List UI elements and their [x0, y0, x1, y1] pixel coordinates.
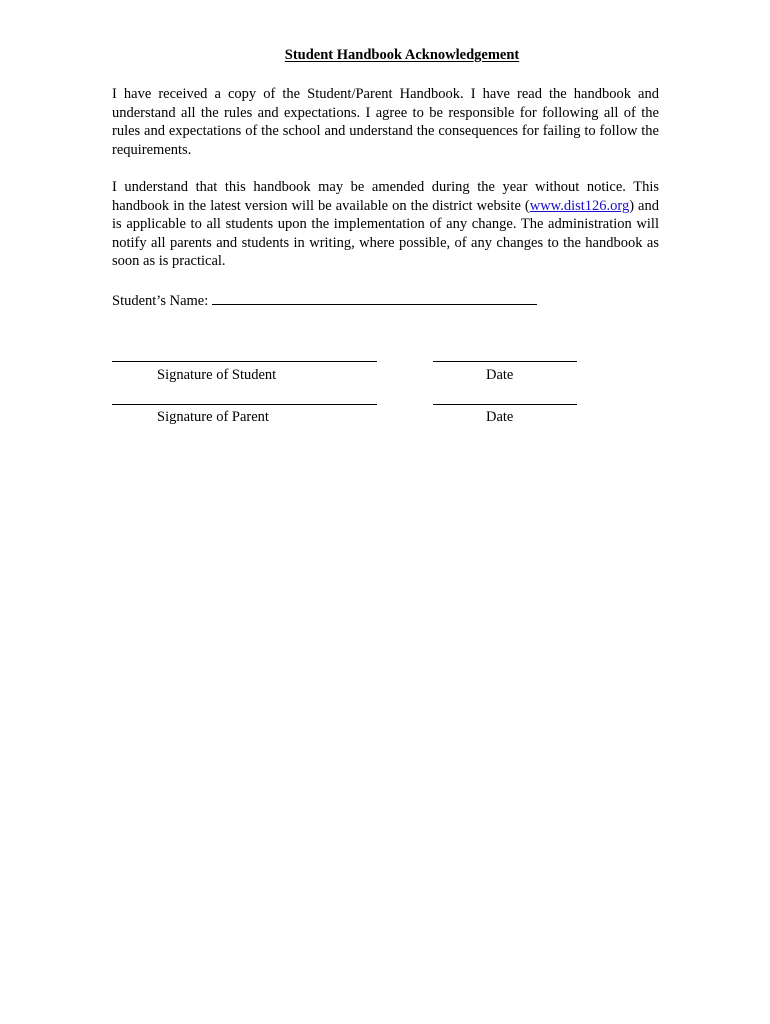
amendment-text-end: ) and is applicable to all students upon the implementation of any change. The administration will notify all parents and students in writing, where possible, of any changes to the handbook as soon as is practical.	[112, 197, 659, 270]
parent-date-line[interactable]	[433, 404, 577, 405]
student-name-row	[112, 290, 537, 310]
student-date-line[interactable]	[433, 361, 577, 362]
student-name-label: Student’s Name:	[112, 293, 209, 309]
student-date-label: Date	[486, 367, 514, 383]
amendment-text-start: I understand that this handbook may be amended during the year without notice. This handbook in the latest version will be available on the district website (	[112, 179, 659, 214]
student-name-field[interactable]	[212, 290, 537, 305]
acknowledgement-paragraph: I have received a copy of the Student/Parent Handbook. I have read the handbook and understand all the rules and expectations. I agree to be responsible for following all of the rules and expectations of the school and understand the consequences for failing to follow the requirements.	[112, 86, 659, 158]
parent-signature-line[interactable]	[112, 404, 377, 405]
parent-signature-label: Signature of Parent	[157, 409, 269, 425]
amendment-paragraph	[112, 178, 659, 271]
student-signature-line[interactable]	[112, 361, 377, 362]
student-signature-label: Signature of Student	[157, 367, 277, 383]
page-title: Student Handbook Acknowledgement	[284, 47, 520, 63]
parent-date-label: Date	[486, 409, 514, 425]
district-website-link[interactable]: www.dist126.org	[529, 197, 630, 214]
